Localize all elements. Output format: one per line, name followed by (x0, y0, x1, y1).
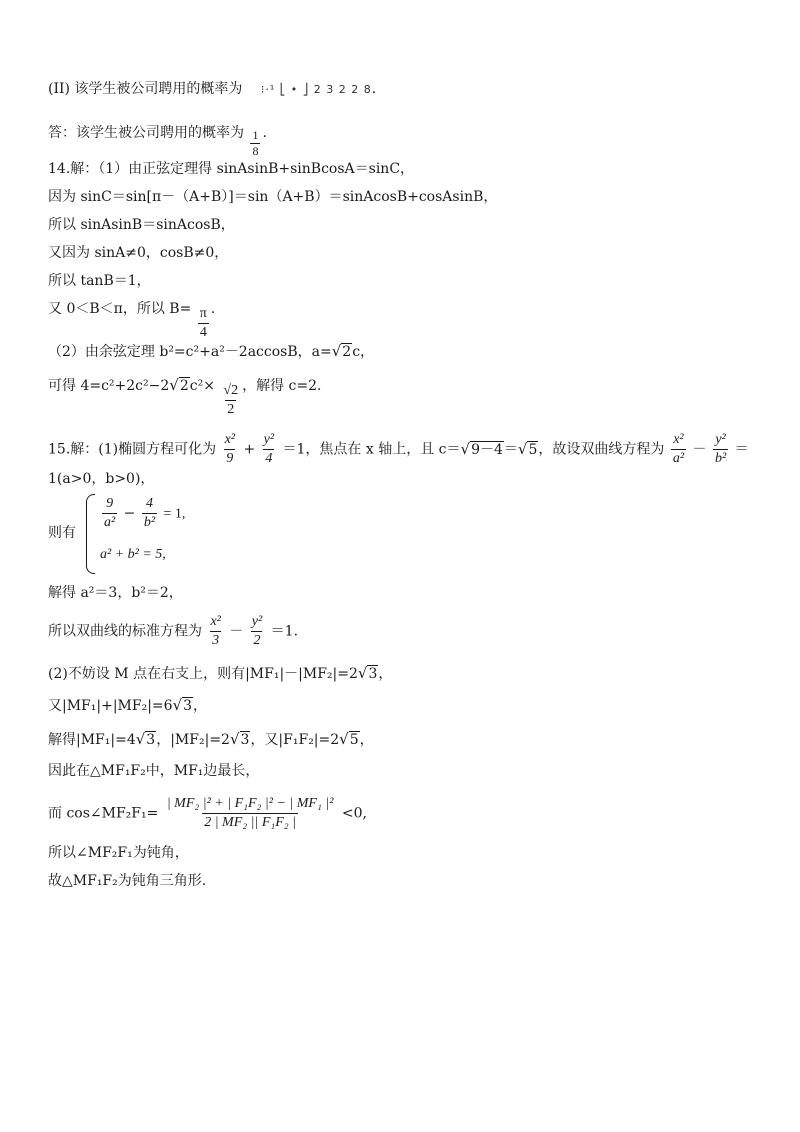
sqrt-3-b: √3 (172, 696, 193, 714)
q15-l1-b: ＝1，焦点在 x 轴上，且 c＝ (282, 441, 461, 458)
sqrt-arg-2: 2 (179, 378, 189, 394)
p2-l5-pre: 而 cos∠MF₂F₁= (48, 805, 159, 822)
l6-minus: － (229, 623, 244, 640)
q15-line-5: 解得 a²＝3，b²＝2， (48, 585, 183, 601)
system-eq-1 (100, 496, 185, 531)
f3-den: a² (672, 451, 685, 466)
q15-l6-pre: 所以双曲线的标准方程为 (48, 623, 202, 640)
answer-den: 8 (252, 144, 259, 158)
q14-line-8-a: 可得 4=c²+2c²−2 (48, 378, 170, 394)
s1-den1: a² (104, 515, 116, 530)
f1-den: 9 (226, 451, 234, 466)
sqrt-arg: 2 (342, 344, 352, 360)
q15-p2-line-5 (48, 796, 367, 831)
ellipse-x-term (223, 432, 237, 467)
q15-system-label: 则有 (48, 525, 76, 541)
q15-p2-line-7: 故△MF₁F₂为钝角三角形. (48, 873, 207, 889)
s1-num1: 9 (106, 496, 114, 511)
pi-num: π (199, 306, 207, 321)
sqrt-arg-3: 9－4 (471, 441, 503, 458)
q14-line-6-text: 又 0＜B＜π，所以 B= (48, 301, 192, 317)
q15-p2-line-1 (48, 664, 392, 683)
frac-num: √2 (223, 383, 239, 398)
system-brace (86, 494, 95, 574)
f2-den: 4 (265, 451, 273, 466)
part-ii-line: (II) 该学生被公司聘用的概率为 ⁝·¹ ⎣ • ⎦ 2 3 2 2 8. (48, 81, 377, 97)
l6-den2: 2 (253, 633, 261, 648)
answer-text: 答：该学生被公司聘用的概率为 (48, 125, 244, 141)
q15-line-6 (48, 614, 298, 649)
p2-l1-a: (2)不妨设 M 点在右支上，则有|MF₁|－|MF₂|=2 (48, 666, 358, 682)
minus-sign: － (692, 441, 707, 458)
cos-den: 2 | MF₂ || F₁F₂ | (204, 815, 297, 830)
q15-p2-line-4: 因此在△MF₁F₂中，MF₁边最长， (48, 763, 260, 779)
eq-sign: ＝ (503, 441, 518, 458)
sqrt-3-c: √3 (135, 730, 156, 748)
f4-num: y² (715, 432, 726, 447)
q15-p2-line-2 (48, 696, 207, 715)
f2-num: y² (263, 432, 275, 447)
sqrt-2b: √2 (169, 376, 189, 394)
sqrt-arg-5: 3 (368, 666, 378, 682)
answer-fraction (250, 129, 260, 158)
q15-l1-a: 15.解：(1)椭圆方程可化为 (48, 441, 217, 458)
q14-line-2: 因为 sinC＝sin[π－（A+B）]＝sin（A+B）＝sinAcosB+cosAsinB， (48, 189, 498, 205)
s1-den2: b² (143, 515, 156, 530)
hyperbola-x-term (671, 432, 686, 467)
q15-line-1 (48, 432, 749, 467)
answer-line: 答：该学生被公司聘用的概率为 $\frac{1}{8}$ . (48, 125, 267, 158)
p2-l2-b: ， (193, 698, 208, 714)
q15-p2-line-3 (48, 730, 374, 749)
s1-eq: = 1, (163, 506, 186, 522)
sqrt-5-b: √5 (339, 730, 359, 748)
sqrt-5: √5 (517, 439, 538, 458)
f3-num: x² (673, 432, 684, 447)
q14-line-1: 14.解：（1）由正弦定理得 sinAsinB+sinBcosA＝sinC， (48, 161, 415, 177)
pi-over-4 (198, 306, 209, 341)
q14-line-8-b: c²× (189, 378, 215, 394)
sqrt-arg-7: 3 (146, 732, 156, 748)
q14-line-7 (48, 342, 374, 361)
l6-num1: x² (210, 614, 221, 629)
q14-line-6: 又 0＜B＜π，所以 B= $\frac{\pi}{4}$ . (48, 301, 216, 340)
q14-line-7-post: c， (352, 344, 375, 360)
sqrt-3-a: √3 (357, 664, 378, 682)
l6-num2: y² (251, 614, 263, 629)
p2-l2-a: 又|MF₁|+|MF₂|=6 (48, 698, 173, 714)
plus-sign: + (243, 441, 256, 458)
q14-line-7-text: （2）由余弦定理 b²=c²+a²－2accosB，a= (48, 344, 332, 360)
part-ii-text: (II) 该学生被公司聘用的概率为 (48, 81, 243, 97)
ellipse-y-term (262, 432, 276, 467)
p2-l5-post: <0, (341, 805, 367, 822)
system-eq-2: a² + b² = 5, (100, 547, 166, 562)
sqrt-arg-8: 3 (240, 732, 250, 748)
f4-den: b² (714, 451, 727, 466)
q14-line-3: 所以 sinAsinB＝sinAcosB， (48, 217, 235, 233)
answer-num: 1 (252, 128, 259, 142)
q15-line-2: 1(a>0，b>0)， (48, 471, 155, 487)
s1-frac-1 (102, 496, 117, 531)
q15-l1-d: ＝ (734, 441, 749, 458)
sqrt-9-4: √9－4 (460, 439, 503, 458)
std-x-term (208, 614, 222, 649)
sqrt2-over-2 (221, 383, 240, 418)
cos-num: | MF₂ |² + | F₁F₂ |² − | MF₁ |² (166, 796, 334, 811)
s1-minus: − (123, 505, 136, 522)
q14-line-8-c: ，解得 c=2. (242, 378, 322, 394)
s1-frac-2 (142, 496, 157, 531)
sqrt-2: √2 (331, 342, 352, 360)
sqrt-arg-9: 5 (349, 732, 359, 748)
q14-line-5: 所以 tanB＝1， (48, 273, 151, 289)
q14-line-4: 又因为 sinA≠0，cosB≠0， (48, 245, 229, 261)
q15-p2-line-6: 所以∠MF₂F₁为钝角， (48, 845, 189, 861)
p2-l3-b: ，|MF₂|=2 (156, 732, 230, 748)
l6-post: ＝1. (270, 623, 299, 640)
p2-l1-b: ， (378, 666, 393, 682)
p2-l3-c: ，又|F₁F₂|=2 (250, 732, 340, 748)
garbled-formula: ⁝·¹ ⎣ • ⎦ 2 3 2 2 8 (260, 83, 372, 96)
pi-den: 4 (199, 325, 207, 340)
f1-num: x² (224, 432, 235, 447)
q15-l1-c: ，故设双曲线方程为 (538, 441, 665, 458)
cos-fraction (165, 796, 336, 831)
l6-den1: 3 (212, 633, 220, 648)
frac-den: 2 (227, 402, 235, 417)
sqrt-3-d: √3 (229, 730, 250, 748)
p2-l3-d: ， (359, 732, 374, 748)
hyperbola-y-term (713, 432, 728, 467)
s1-num2: 4 (145, 496, 153, 511)
std-y-term (250, 614, 264, 649)
sqrt-arg-4: 5 (528, 441, 538, 458)
q14-line-8 (48, 376, 321, 418)
sqrt-arg-6: 3 (183, 698, 193, 714)
p2-l3-a: 解得|MF₁|=4 (48, 732, 136, 748)
